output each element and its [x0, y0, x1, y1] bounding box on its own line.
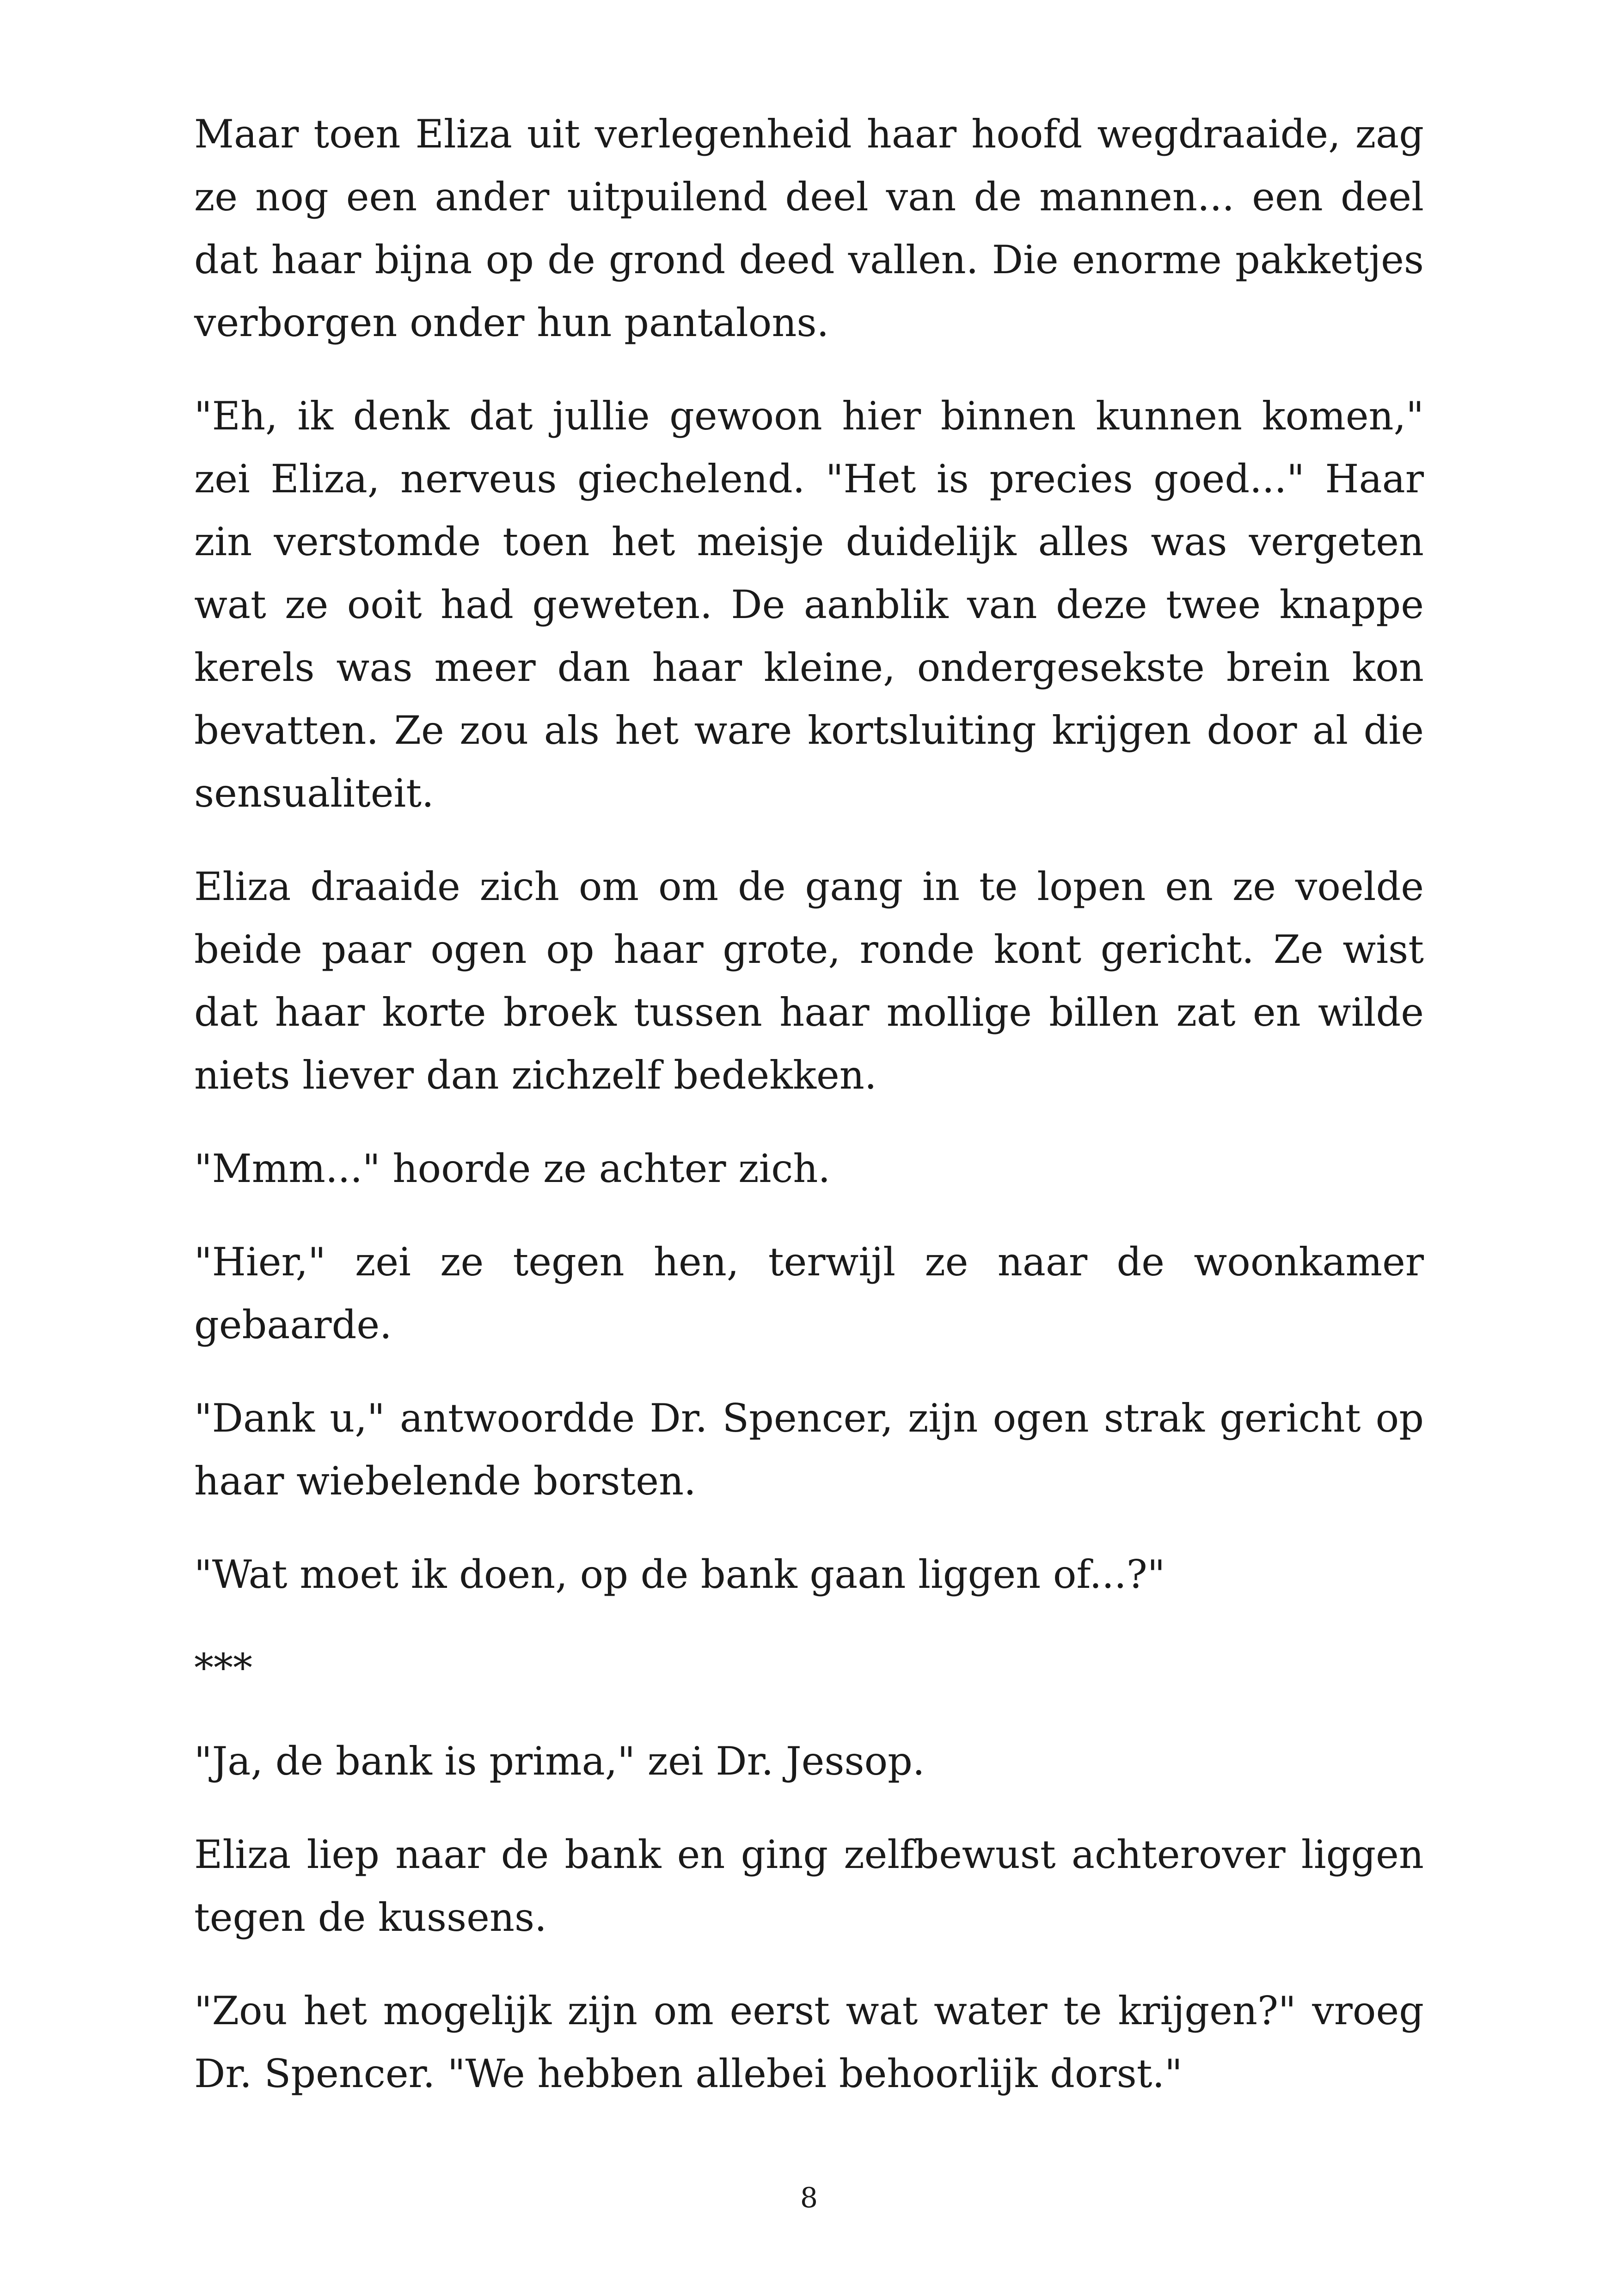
page-number: 8 — [800, 2182, 818, 2214]
paragraph-3: Eliza draaide zich om om de gang in te lopen en ze voelde beide paar ogen op haar grote, ronde kont gericht. Ze wist dat haar korte broek tussen haar mollige billen zat en wilde niets liever dan zichzelf bedekken. — [194, 864, 1424, 1098]
paragraph-2: "Eh, ik denk dat jullie gewoon hier binnen kunnen komen," zei Eliza, nerveus giechelend. "Het is precies goed..." Haar zin verstomde toen het meisje duidelijk alles was vergeten wat ze ooit had geweten. De aanblik van deze twee knappe kerels was meer dan haar kleine, ondergesekste brein kon bevatten. Ze zou als het ware kortsluiting krijgen door al die sensualiteit. — [194, 393, 1424, 816]
paragraph-4: "Mmm..." hoorde ze achter zich. — [194, 1146, 831, 1191]
paragraph-10: "Zou het mogelijk zijn om eerst wat water te krijgen?" vroeg Dr. Spencer. "We hebben allebei behoorlijk dorst." — [194, 1988, 1424, 2096]
paragraph-1: Maar toen Eliza uit verlegenheid haar hoofd wegdraaide, zag ze nog een ander uitpuilend deel van de mannen... een deel dat haar bijna op de grond deed vallen. Die enorme pakketjes verborgen onder hun pantalons. — [194, 111, 1424, 345]
paragraph-7: "Wat moet ik doen, op de bank gaan liggen of...?" — [194, 1552, 1165, 1597]
body-text — [194, 103, 1424, 2136]
scene-break: *** — [194, 1645, 252, 1690]
paragraph-5: "Hier," zei ze tegen hen, terwijl ze naar de woonkamer gebaarde. — [194, 1239, 1424, 1347]
paragraph-6: "Dank u," antwoordde Dr. Spencer, zijn ogen strak gericht op haar wiebelende borsten. — [194, 1396, 1424, 1504]
paragraph-9: Eliza liep naar de bank en ging zelfbewust achterover liggen tegen de kussens. — [194, 1832, 1424, 1940]
paragraph-8: "Ja, de bank is prima," zei Dr. Jessop. — [194, 1739, 925, 1784]
